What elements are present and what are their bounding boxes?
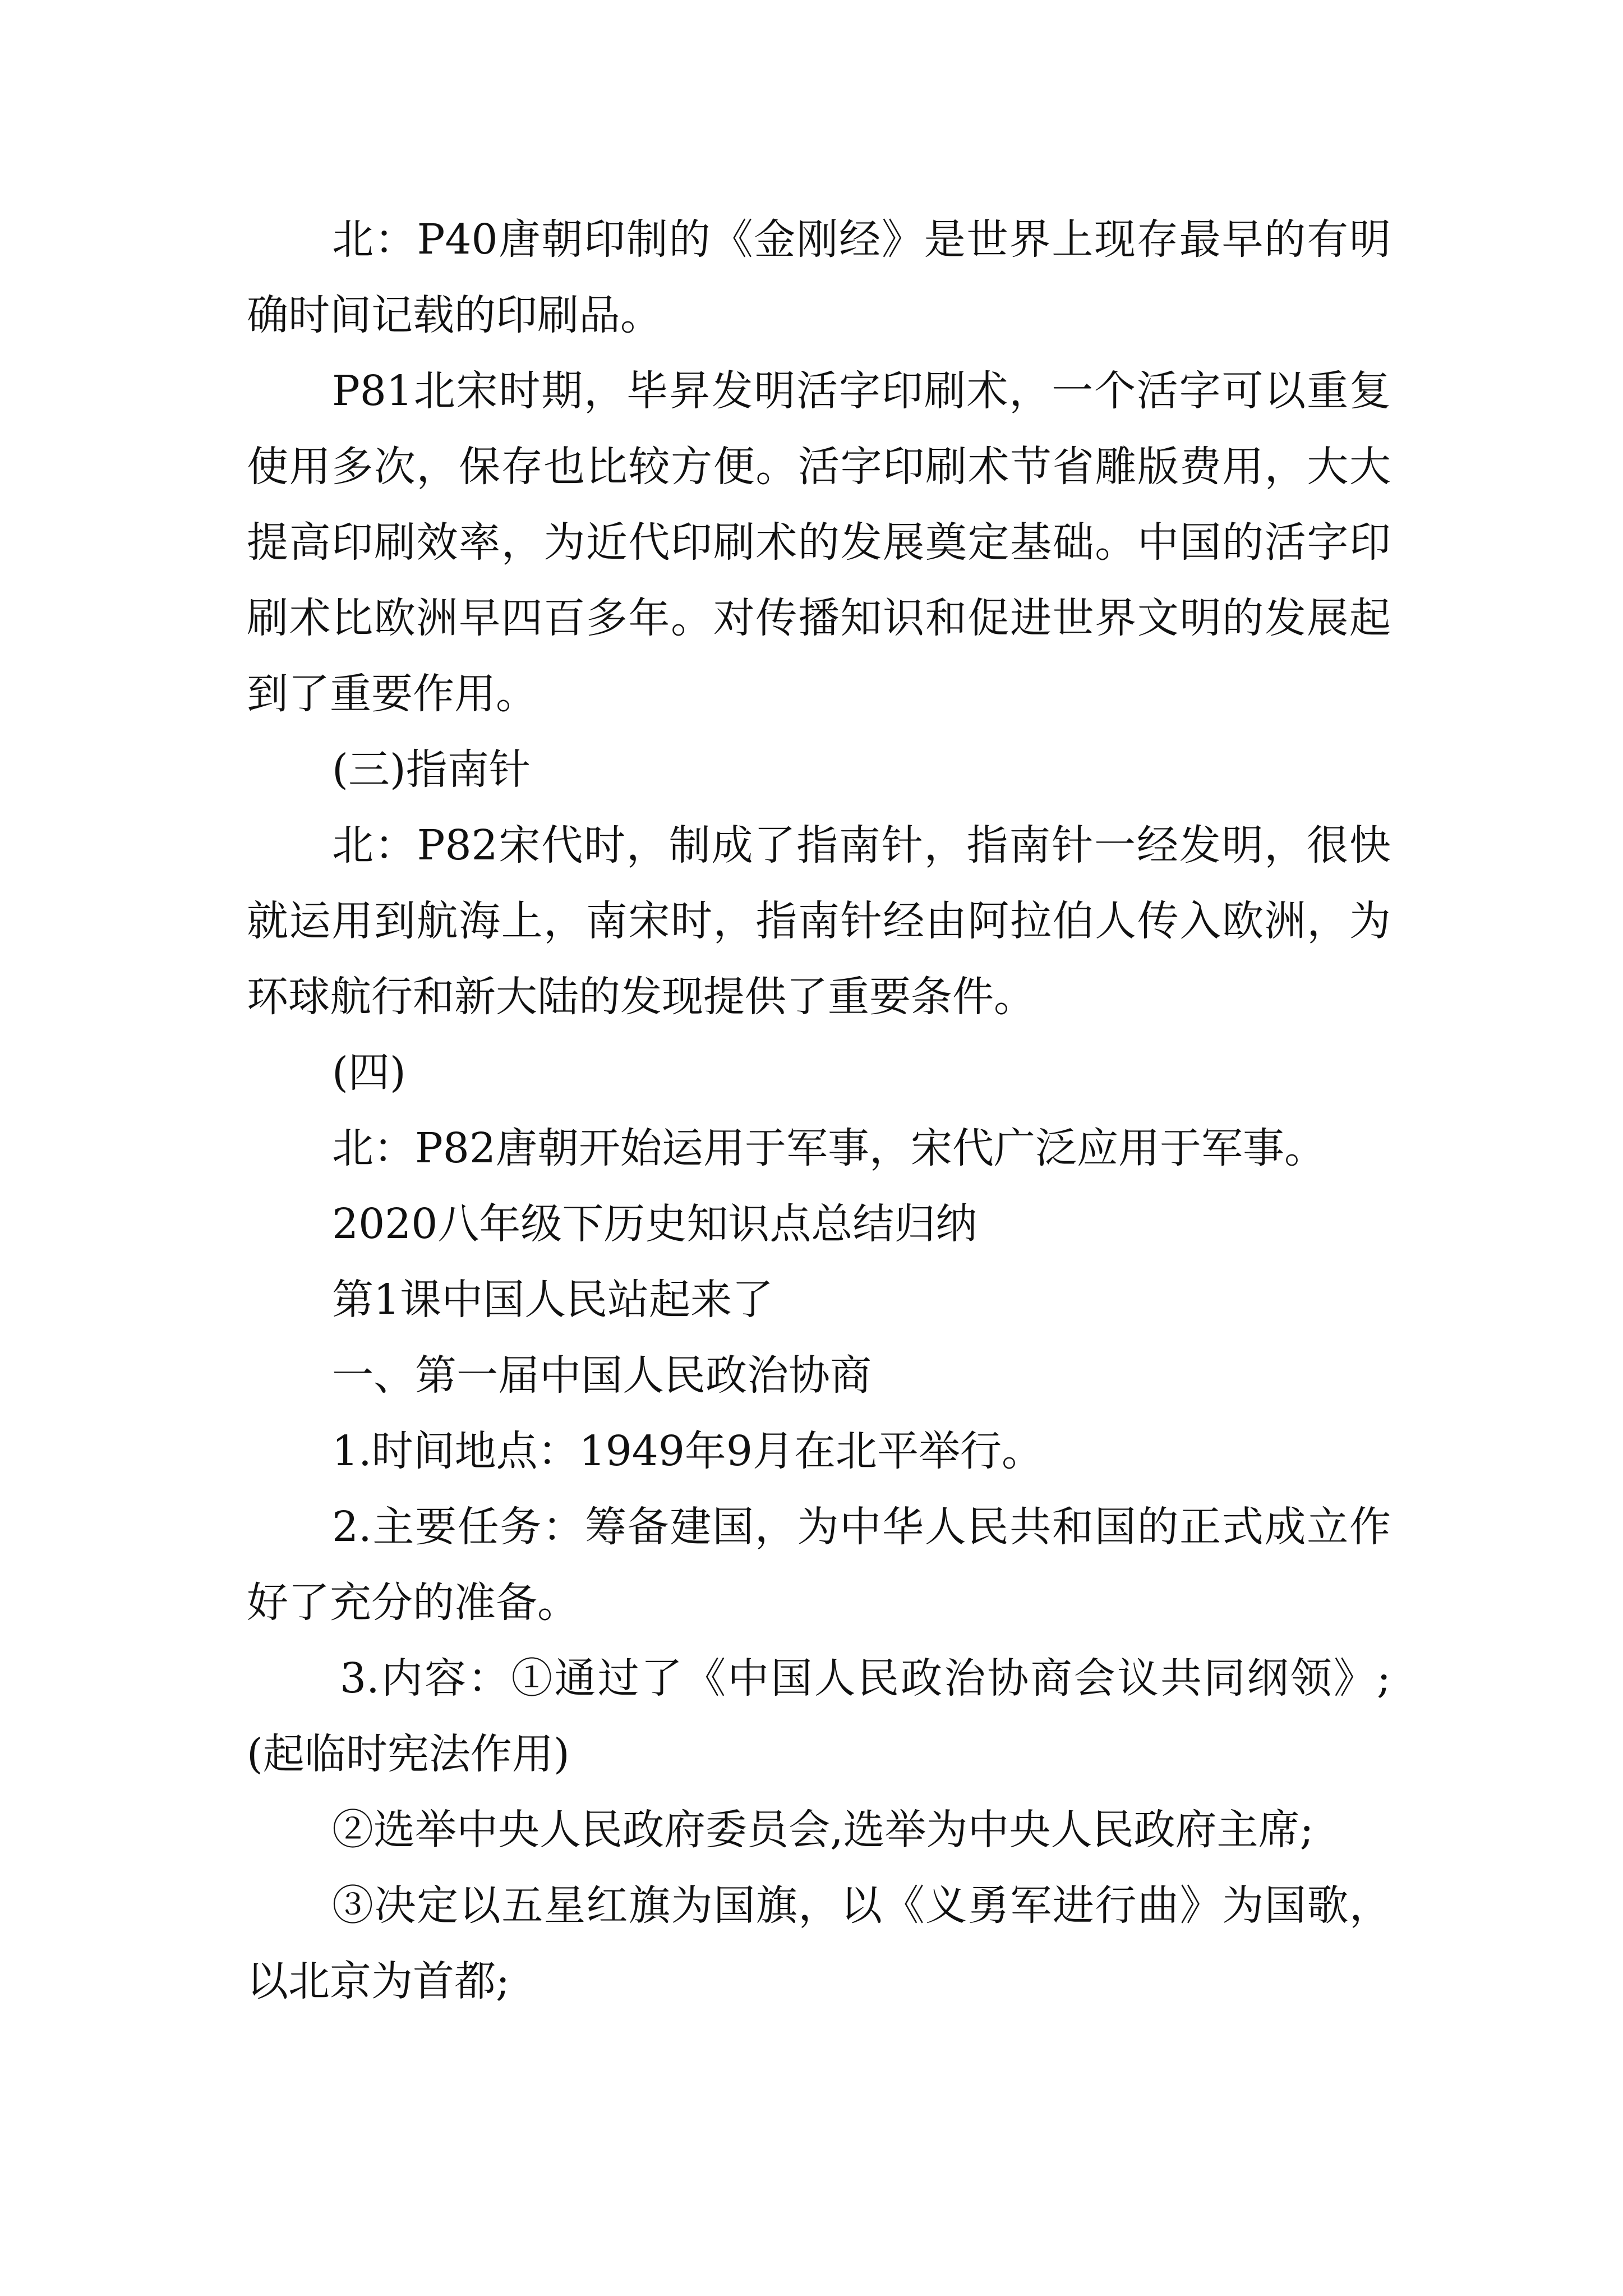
paragraph-movable-type: P81北宋时期，毕昇发明活字印刷术，一个活字可以重复使用多次，保存也比较方便。活字印刷术节省雕版费用，大大提高印刷效率，为近代印刷术的发展奠定基础。中国的活字印刷术比欧洲早四百多年。对传播知识和促进世界文明的发展起到了重要作用。 [247,367,1391,718]
paragraph-gunpowder: 北：P82唐朝开始运用于军事，宋代广泛应用于军事。 [332,1124,1326,1172]
list-item-content: 3.内容：①通过了《中国人民政治协商会议共同纲领》;(起临时宪法作用) [247,1654,1391,1778]
document-body [247,202,1391,2019]
list-item-national-symbols: ③决定以五星红旗为国旗，以《义勇军进行曲》为国歌，以北京为首都; [247,1881,1391,2005]
paragraph-compass: 北：P82宋代时，制成了指南针，指南针一经发明，很快就运用到航海上，南宋时，指南针经由阿拉伯人传入欧洲，为环球航行和新大陆的发现提供了重要条件。 [247,821,1391,1021]
section-heading-compass: (三)指南针 [332,746,531,794]
section-heading-cppcc: 一、第一届中国人民政治协商 [332,1351,872,1400]
list-item-time-place: 1.时间地点：1949年9月在北平举行。 [332,1427,1044,1475]
section-heading-four: (四) [332,1048,406,1097]
list-item-main-task: 2.主要任务：筹备建国，为中华人民共和国的正式成立作好了充分的准备。 [247,1503,1391,1627]
lesson-title: 第1课中国人民站起来了 [332,1276,774,1324]
document-subtitle: 2020八年级下历史知识点总结归纳 [332,1200,978,1248]
list-item-election: ②选举中央人民政府委员会,选举为中央人民政府主席; [332,1806,1314,1854]
paragraph-diamond-sutra: 北：P40唐朝印制的《金刚经》是世界上现存最早的有明确时间记载的印刷品。 [247,215,1391,339]
